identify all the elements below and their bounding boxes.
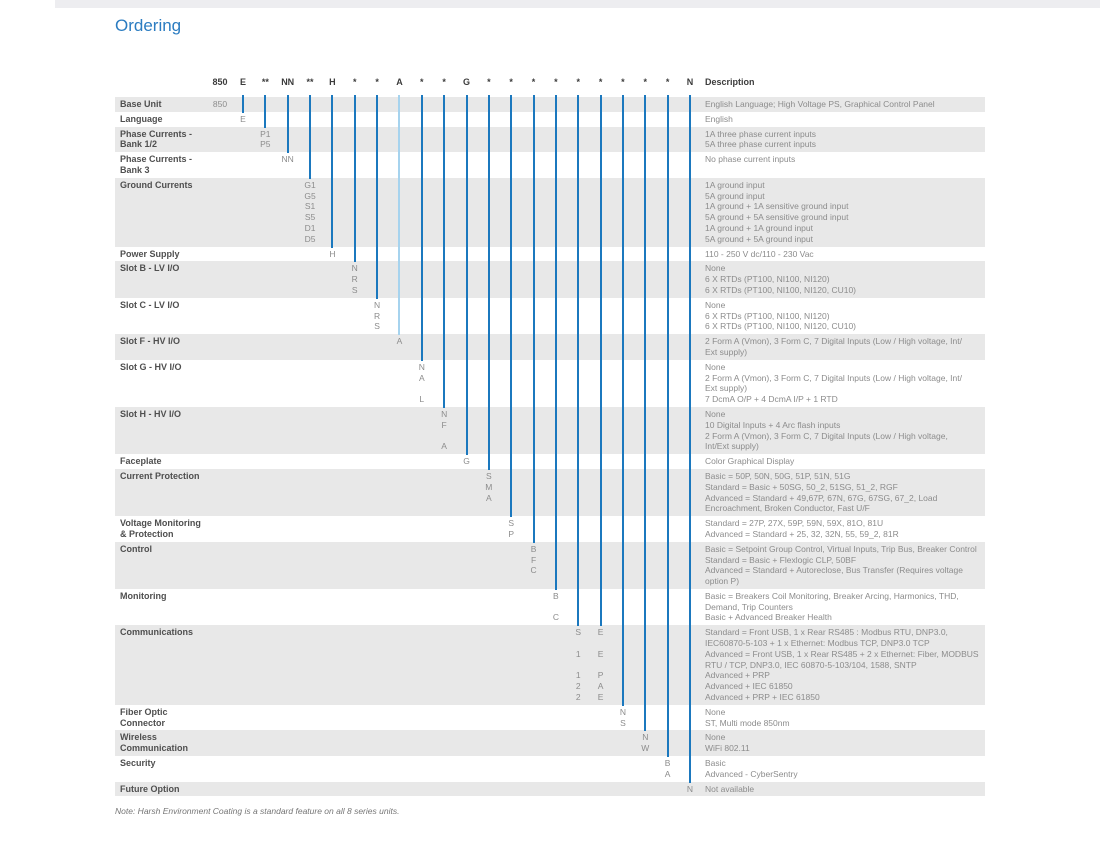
row-label-line: Bank 3	[120, 164, 150, 175]
header-code: *	[442, 77, 446, 87]
row-label-line: Slot F - HV I/O	[120, 336, 180, 347]
option-line	[115, 681, 985, 692]
table-header	[115, 75, 985, 97]
option-line	[115, 555, 985, 566]
order-code: R	[374, 310, 381, 321]
row-label-line: Monitoring	[120, 590, 167, 601]
order-code: N	[619, 706, 627, 717]
order-code: A	[664, 768, 671, 779]
option-description: Encroachment, Broken Conductor, Fast U/F	[705, 503, 870, 514]
option-line	[115, 649, 985, 660]
header-code: *	[643, 77, 648, 87]
option-line	[115, 612, 985, 623]
order-code: 2	[575, 681, 581, 692]
option-description: Basic = 50P, 50N, 50G, 51P, 51N, 51G	[705, 470, 851, 481]
option-description: None	[705, 263, 726, 274]
option-description: Standard = Front USB, 1 x Rear RS485 : Modbus RTU, DNP3.0,	[705, 627, 948, 638]
order-code: F	[530, 554, 537, 565]
option-line	[115, 493, 985, 504]
header-code: *	[509, 77, 513, 87]
option-line	[115, 482, 985, 493]
option-line	[115, 420, 985, 431]
header-code: *	[621, 77, 625, 87]
option-description: English Language; High Voltage PS, Graphical Control Panel	[705, 99, 935, 109]
footnote: Note: Harsh Environment Coating is a standard feature on all 8 series units.	[115, 806, 400, 816]
option-description: Not available	[705, 783, 755, 794]
row-label-line: Bank 1/2	[120, 139, 158, 150]
option-line	[115, 394, 985, 405]
order-code: S	[575, 627, 582, 638]
order-code: N	[418, 361, 425, 372]
option-line	[115, 692, 985, 703]
option-line	[115, 274, 985, 285]
order-code: A	[597, 681, 604, 692]
table-row	[115, 127, 985, 153]
option-line	[115, 660, 985, 671]
option-description: Advanced - CyberSentry	[705, 768, 798, 779]
option-line	[115, 441, 985, 452]
ordering-code-table	[115, 75, 985, 796]
row-label-line: Voltage Monitoring	[120, 518, 201, 529]
order-code: N	[351, 263, 358, 274]
option-description: Standard = Basic + 50SG, 50_2, 51SG, 51_2, RGF	[705, 481, 898, 492]
row-label-line: Connector	[120, 717, 165, 728]
table-row	[115, 334, 985, 360]
option-description: None	[705, 361, 726, 372]
order-code: A	[486, 492, 492, 503]
option-description: English	[705, 113, 733, 124]
option-description: Ext supply)	[705, 346, 748, 357]
page-title: Ordering	[115, 16, 182, 35]
header-code: *	[576, 77, 581, 87]
row-label-line: Phase Currents -	[120, 154, 193, 165]
option-line	[115, 758, 985, 769]
option-description: None	[705, 732, 726, 743]
order-code: A	[396, 336, 403, 347]
order-code: N	[642, 732, 649, 743]
option-description: 1A ground + 1A sensitive ground input	[705, 201, 849, 212]
option-description: Basic = Setpoint Group Control, Virtual Inputs, Trip Bus, Breaker Control	[705, 543, 977, 554]
option-line	[115, 201, 985, 212]
order-code: G1	[304, 179, 316, 190]
option-line	[115, 456, 985, 467]
option-description: 110 - 250 V dc/110 - 230 Vac	[705, 248, 814, 259]
option-description: option P)	[705, 576, 740, 587]
table-row	[115, 756, 985, 782]
row-label-line: Current Protection	[120, 470, 200, 481]
option-description: Int/Ext supply)	[705, 441, 759, 452]
table-row	[115, 261, 985, 297]
page-top-strip	[55, 0, 1100, 8]
option-description: WiFi 802.11	[705, 743, 750, 754]
order-code: P	[508, 528, 515, 539]
option-line	[115, 576, 985, 587]
header-code: *	[420, 77, 424, 87]
table-row	[115, 360, 985, 407]
header-code: E	[239, 77, 247, 87]
option-line	[115, 300, 985, 311]
header-code: A	[396, 77, 403, 87]
option-line	[115, 638, 985, 649]
option-line	[115, 503, 985, 514]
option-description: IEC60870-5-103 + 1 x Ethernet: Modbus TCP, DNP3.0 TCP	[705, 638, 930, 649]
header-code: H	[329, 77, 336, 87]
order-code: S	[486, 470, 492, 481]
option-line	[115, 362, 985, 373]
option-line	[115, 263, 985, 274]
order-code: N	[441, 408, 448, 419]
option-line	[115, 321, 985, 332]
row-label-line: Slot G - HV I/O	[120, 361, 182, 372]
table-row	[115, 97, 985, 112]
order-code: E	[597, 648, 604, 659]
order-code: D5	[304, 233, 316, 244]
order-code: E	[597, 627, 604, 638]
option-line	[115, 670, 985, 681]
header-code: *	[665, 77, 670, 87]
table-row	[115, 782, 985, 797]
order-code: W	[641, 743, 650, 754]
order-code: P	[597, 670, 604, 681]
row-label-line: Slot H - HV I/O	[120, 408, 182, 419]
option-line	[115, 565, 985, 576]
order-code: P5	[260, 139, 271, 150]
table-row	[115, 542, 985, 589]
table-row	[115, 178, 985, 247]
option-line	[115, 99, 985, 110]
order-code: 1	[575, 670, 581, 681]
header-code: NN	[281, 77, 295, 87]
option-line	[115, 373, 985, 384]
option-description: 1A ground + 1A ground input	[705, 222, 813, 233]
option-line	[115, 383, 985, 394]
header-code: **	[261, 77, 269, 87]
option-description: Advanced = Standard + 25, 32, 32N, 55, 59_2, 81R	[705, 528, 899, 539]
header-code: *	[352, 77, 357, 87]
row-label-line: Faceplate	[120, 456, 162, 467]
order-code: NN	[281, 154, 294, 165]
order-code: A	[418, 372, 425, 383]
option-line	[115, 311, 985, 322]
row-label-line: & Protection	[120, 528, 174, 539]
description-column-header: Description	[705, 77, 755, 87]
option-description: 6 X RTDs (PT100, NI100, NI120, CU10)	[705, 284, 857, 295]
table-row	[115, 454, 985, 469]
option-line	[115, 718, 985, 729]
option-line	[115, 129, 985, 140]
option-description: None	[705, 408, 726, 419]
option-description: ST, Multi mode 850nm	[705, 717, 790, 728]
order-code: S5	[304, 212, 316, 223]
order-code: L	[419, 394, 425, 405]
header-code: 850	[212, 77, 228, 87]
order-code: S	[351, 284, 358, 295]
row-label-line: Phase Currents -	[120, 128, 193, 139]
header-code: N	[686, 77, 694, 87]
option-description: Advanced = Standard + 49,67P, 67N, 67G, 67SG, 67_2, Load	[705, 492, 938, 503]
option-line	[115, 602, 985, 613]
header-code: *	[554, 77, 558, 87]
option-description: Advanced + PRP	[705, 670, 770, 681]
order-code: 850	[212, 99, 228, 109]
option-description: 5A ground + 5A ground input	[705, 233, 813, 244]
option-description: 1A three phase current inputs	[705, 128, 817, 139]
option-line	[115, 223, 985, 234]
header-code: *	[531, 77, 536, 87]
row-label-line: Fiber Optic	[120, 706, 168, 717]
option-description: None	[705, 706, 726, 717]
order-code: P1	[260, 128, 271, 139]
option-description: 7 DcmA O/P + 4 DcmA I/P + 1 RTD	[705, 394, 838, 405]
option-line	[115, 707, 985, 718]
option-line	[115, 212, 985, 223]
row-label-line: Wireless	[120, 732, 157, 743]
table-row	[115, 730, 985, 756]
table-row	[115, 469, 985, 516]
header-code: *	[598, 77, 603, 87]
option-line	[115, 180, 985, 191]
order-code: C	[530, 565, 537, 576]
row-label-line: Language	[120, 113, 163, 124]
order-code: B	[553, 590, 559, 601]
option-line	[115, 285, 985, 296]
option-description: 5A ground input	[705, 190, 765, 201]
header-code: **	[306, 77, 314, 87]
row-label-line: Security	[120, 758, 156, 769]
row-label-line: Slot C - LV I/O	[120, 299, 180, 310]
order-code: G	[463, 456, 470, 467]
order-code: 1	[575, 648, 581, 659]
option-description: Ext supply)	[705, 383, 748, 394]
row-label-line: Communication	[120, 743, 189, 754]
option-description: Color Graphical Display	[705, 456, 795, 467]
order-code: S	[508, 518, 515, 529]
option-line	[115, 518, 985, 529]
row-label-line: Control	[120, 543, 152, 554]
option-line	[115, 154, 985, 165]
option-line	[115, 529, 985, 540]
option-description: 5A ground + 5A sensitive ground input	[705, 212, 849, 223]
option-description: 6 X RTDs (PT100, NI100, NI120)	[705, 310, 830, 321]
option-description: RTU / TCP, DNP3.0, IEC 60870-5-103/104, 1588, SNTP	[705, 659, 917, 670]
order-code: G5	[304, 190, 316, 201]
option-description: Standard = Basic + Flexlogic CLP, 50BF	[705, 554, 857, 565]
option-description: 5A three phase current inputs	[705, 139, 817, 150]
order-code: N	[686, 783, 694, 794]
table-row	[115, 298, 985, 334]
order-code: 2	[575, 692, 581, 703]
option-line	[115, 471, 985, 482]
option-description: 2 Form A (Vmon), 3 Form C, 7 Digital Inputs (Low / High voltage, Int/	[705, 336, 962, 347]
option-line	[115, 114, 985, 125]
row-label-line: Communications	[120, 627, 194, 638]
option-description: 6 X RTDs (PT100, NI100, NI120)	[705, 274, 830, 285]
option-description: Advanced = Standard + Autoreclose, Bus Transfer (Requires voltage	[705, 565, 963, 576]
row-label-line: Future Option	[120, 783, 180, 794]
option-line	[115, 139, 985, 150]
order-code: S1	[304, 201, 316, 212]
option-description: 1A ground input	[705, 179, 765, 190]
table-row	[115, 247, 985, 262]
row-label-line: Base Unit	[120, 99, 162, 109]
option-description: 2 Form A (Vmon), 3 Form C, 7 Digital Inputs (Low / High voltage, Int/	[705, 372, 962, 383]
header-code: *	[487, 77, 491, 87]
order-code: B	[664, 758, 671, 769]
order-code: M	[485, 481, 493, 492]
order-code: N	[374, 299, 381, 310]
option-line	[115, 347, 985, 358]
option-description: Advanced + IEC 61850	[705, 681, 793, 692]
option-description: Basic + Advanced Breaker Health	[705, 612, 832, 623]
row-label-line: Power Supply	[120, 248, 180, 259]
order-code: D1	[304, 222, 316, 233]
option-line	[115, 544, 985, 555]
option-description: No phase current inputs	[705, 154, 796, 165]
order-code: R	[351, 274, 358, 285]
option-line	[115, 769, 985, 780]
option-line	[115, 249, 985, 260]
table-row	[115, 625, 985, 705]
order-code: E	[240, 113, 246, 124]
order-code: S	[620, 717, 626, 728]
option-line	[115, 732, 985, 743]
table-row	[115, 407, 985, 454]
order-code: C	[552, 612, 559, 623]
option-description: None	[705, 299, 726, 310]
table-row	[115, 516, 985, 542]
order-code: F	[441, 419, 447, 430]
order-code: S	[374, 321, 380, 332]
option-description: 2 Form A (Vmon), 3 Form C, 7 Digital Inputs (Low / High voltage,	[705, 430, 948, 441]
order-code: H	[329, 248, 336, 259]
table-row	[115, 705, 985, 731]
table-body	[115, 97, 985, 796]
option-line	[115, 191, 985, 202]
option-description: Advanced + PRP + IEC 61850	[705, 692, 820, 703]
option-description: Advanced = Front USB, 1 x Rear RS485 + 2 x Ethernet: Fiber, MODBUS	[705, 648, 979, 659]
order-code: B	[530, 543, 537, 554]
option-description: 10 Digital Inputs + 4 Arc flash inputs	[705, 419, 841, 430]
option-description: Standard = 27P, 27X, 59P, 59N, 59X, 81O, 81U	[705, 518, 884, 529]
option-line	[115, 234, 985, 245]
row-label-line: Ground Currents	[120, 179, 193, 190]
option-line	[115, 336, 985, 347]
row-label-line: Slot B - LV I/O	[120, 263, 180, 274]
table-row	[115, 589, 985, 625]
option-description: 6 X RTDs (PT100, NI100, NI120, CU10)	[705, 321, 857, 332]
option-line	[115, 743, 985, 754]
option-description: Basic	[705, 758, 726, 769]
header-code: G	[462, 77, 471, 87]
option-description: Basic = Breakers Coil Monitoring, Breaker Arcing, Harmonics, THD,	[705, 590, 959, 601]
table-row	[115, 112, 985, 127]
option-line	[115, 591, 985, 602]
option-line	[115, 431, 985, 442]
table-row	[115, 152, 985, 178]
header-code: *	[375, 77, 379, 87]
order-code: E	[597, 692, 604, 703]
option-line	[115, 784, 985, 795]
option-line	[115, 627, 985, 638]
option-description: Demand, Trip Counters	[705, 601, 793, 612]
option-line	[115, 409, 985, 420]
order-code: A	[441, 441, 447, 452]
